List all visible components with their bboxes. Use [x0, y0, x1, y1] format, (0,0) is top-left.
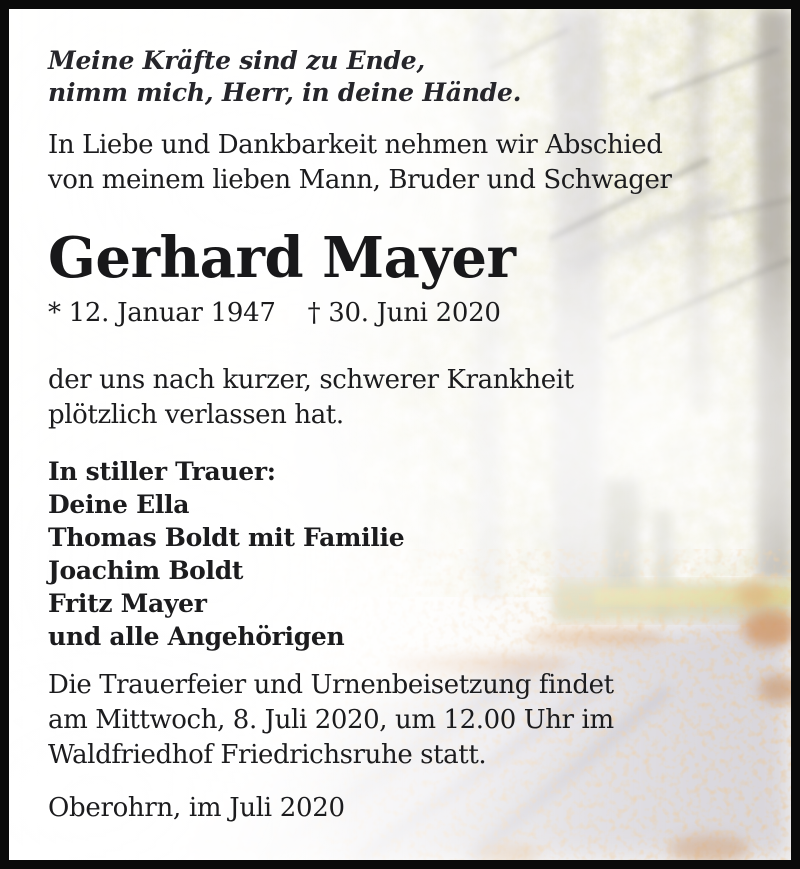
funeral-line-3: Waldfriedhof Friedrichsruhe statt.: [48, 740, 487, 770]
cause-line-1: der uns nach kurzer, schwerer Krankheit: [48, 365, 574, 395]
mourners-heading: In stiller Trauer:: [48, 457, 276, 486]
intro-paragraph: [48, 128, 672, 198]
intro-line-2: von meinem lieben Mann, Bruder und Schwager: [48, 165, 672, 195]
mourner-name: und alle Angehörigen: [48, 622, 345, 651]
epigraph-line-2: nimm mich, Herr, in deine Hände.: [48, 78, 522, 107]
obituary-text: [9, 9, 791, 860]
cause-line-2: plötzlich verlassen hat.: [48, 400, 344, 430]
epigraph-line-1: Meine Kräfte sind zu Ende,: [48, 46, 426, 75]
funeral-line-1: Die Trauerfeier und Urnenbeisetzung findet: [48, 670, 614, 700]
funeral-line-2: am Mittwoch, 8. Juli 2020, um 12.00 Uhr im: [48, 705, 614, 735]
place-dateline: Oberohrn, im Juli 2020: [48, 793, 345, 823]
mourner-name: Joachim Boldt: [48, 556, 244, 585]
funeral-info: [48, 668, 614, 773]
life-dates: [48, 298, 501, 328]
epigraph: [48, 45, 521, 109]
deceased-name: Gerhard Mayer: [48, 225, 516, 291]
cause-paragraph: [48, 363, 574, 433]
death-date: † 30. Juni 2020: [307, 298, 501, 328]
mourner-name: Fritz Mayer: [48, 589, 207, 618]
birth-date: * 12. Januar 1947: [48, 298, 276, 328]
mourners-list: [48, 455, 404, 653]
intro-line-1: In Liebe und Dankbarkeit nehmen wir Abschied: [48, 130, 663, 160]
mourner-name: Thomas Boldt mit Familie: [48, 523, 405, 552]
mourner-name: Deine Ella: [48, 490, 190, 519]
